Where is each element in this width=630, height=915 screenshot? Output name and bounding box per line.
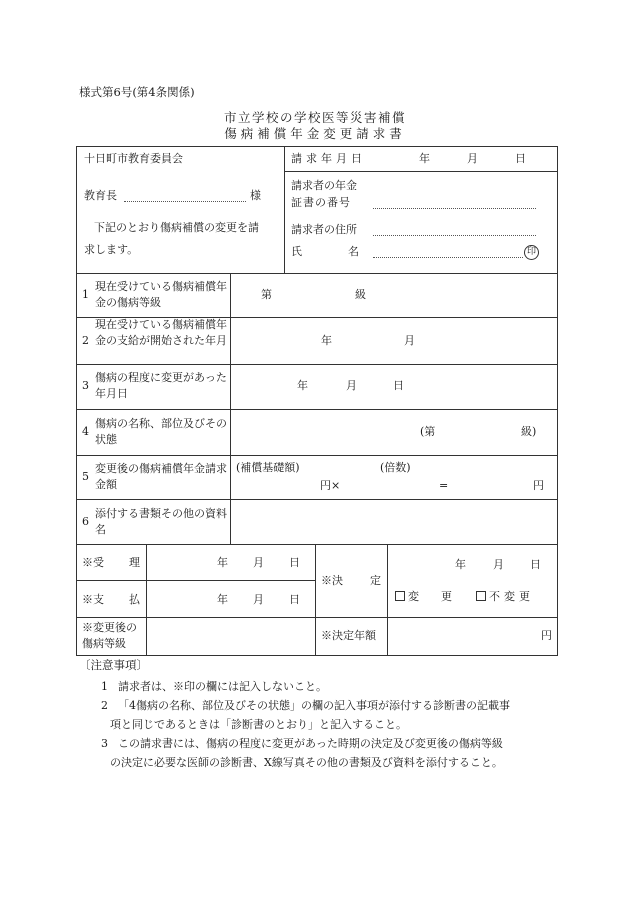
option-change-char-2: 更 — [441, 590, 452, 603]
note-2-text-1: 「4傷病の名称、部位及びその状態」の欄の記入事項が添付する診断書の記載事 — [118, 699, 510, 712]
request-date-year[interactable]: 年 — [419, 152, 430, 165]
office-row-divider — [76, 580, 315, 581]
checkbox-change[interactable] — [395, 591, 405, 601]
base-amount-label: (補償基礎額) — [236, 461, 300, 474]
item-2-month[interactable]: 月 — [404, 334, 415, 347]
item-4-label: 傷病の名称、部位及びその状態 — [95, 417, 227, 446]
decision-char: 定 — [370, 574, 381, 587]
note-2-text-2: 項と同じであるときは「診断書のとおり」と記入すること。 — [110, 718, 407, 731]
item-5-number: 5 — [82, 470, 89, 483]
decision-day[interactable]: 日 — [530, 558, 541, 571]
decision-mark: ※決 — [321, 574, 343, 587]
received-char: 理 — [129, 556, 140, 569]
pension-number-field[interactable] — [373, 208, 536, 209]
office-row-divider — [76, 617, 557, 618]
received-month[interactable]: 月 — [253, 556, 264, 569]
divider — [284, 171, 557, 172]
paid-month[interactable]: 月 — [253, 593, 264, 606]
chief-label: 教育長 — [84, 189, 117, 202]
result-yen: 円 — [533, 479, 544, 492]
item-2-year[interactable]: 年 — [321, 334, 332, 347]
office-divider — [315, 544, 316, 655]
request-date-label: 請求年月日 — [291, 152, 366, 165]
item-2-label: 現在受けている傷病補償年金の支給が開始された年月 — [95, 318, 227, 347]
option-no-change[interactable] — [476, 589, 534, 605]
option-change-label: 変 — [408, 590, 419, 603]
note-2-number: 2 — [101, 699, 108, 712]
row-divider — [76, 455, 557, 456]
chief-name-line[interactable] — [124, 201, 246, 202]
request-text-2: 求します。 — [84, 243, 139, 256]
equals-sign: = — [439, 479, 449, 492]
decision-year[interactable]: 年 — [455, 558, 466, 571]
item-6-label: 添付する書類その他の資料名 — [95, 507, 227, 536]
item-3-number: 3 — [82, 379, 89, 392]
item-3-year[interactable]: 年 — [297, 379, 308, 392]
row-divider — [76, 364, 557, 365]
decided-amount-label: ※決定年額 — [321, 629, 376, 642]
request-date-day[interactable]: 日 — [515, 152, 526, 165]
item-3-day[interactable]: 日 — [393, 379, 404, 392]
paid-char: 払 — [129, 593, 140, 606]
decided-amount-yen: 円 — [541, 629, 552, 642]
pension-number-label-1: 請求者の年金 — [291, 179, 357, 192]
item-6-number: 6 — [82, 515, 89, 528]
row-divider — [76, 273, 557, 274]
notes-heading: 〔注意事項〕 — [79, 658, 148, 672]
honorific: 様 — [250, 189, 261, 202]
seal-mark: 印 — [524, 245, 539, 260]
grade-after-label-1: ※変更後の — [82, 621, 137, 634]
note-3-text-1: この請求書には、傷病の程度に変更があった時期の決定及び変更後の傷病等級 — [118, 737, 503, 750]
item-1-label: 現在受けている傷病補償年金の傷病等級 — [95, 280, 227, 309]
item-1-grade-prefix: 第 — [261, 288, 272, 301]
note-1-text: 請求者は、※印の欄には記入しないこと。 — [118, 680, 327, 693]
request-text-1: 下記のとおり傷病補償の変更を請 — [94, 221, 259, 234]
checkbox-no-change[interactable] — [476, 591, 486, 601]
received-mark: ※受 — [82, 556, 104, 569]
request-date-month[interactable]: 月 — [467, 152, 478, 165]
board-name: 十日町市教育委員会 — [84, 152, 183, 165]
row-divider — [76, 544, 557, 545]
item-5-label: 変更後の傷病補償年金請求金額 — [95, 462, 227, 491]
divider — [284, 146, 285, 273]
note-3-number: 3 — [101, 737, 108, 750]
label-column-divider — [230, 273, 231, 544]
item-3-month[interactable]: 月 — [346, 379, 357, 392]
base-yen-times: 円× — [320, 479, 341, 492]
item-2-number: 2 — [82, 334, 89, 347]
address-label: 請求者の住所 — [291, 223, 357, 236]
decision-month[interactable]: 月 — [493, 558, 504, 571]
received-year[interactable]: 年 — [217, 556, 228, 569]
option-change[interactable] — [395, 589, 419, 605]
option-no-change-label: 不変更 — [489, 590, 534, 603]
name-field[interactable] — [373, 257, 523, 258]
paid-year[interactable]: 年 — [217, 593, 228, 606]
form-title-line1: 市立学校の学校医等災害補償 — [223, 110, 406, 125]
paid-day[interactable]: 日 — [289, 593, 300, 606]
row-divider — [76, 499, 557, 500]
note-1-number: 1 — [101, 680, 108, 693]
item-3-label: 傷病の程度に変更があった年月日 — [95, 371, 227, 400]
form-number: 様式第6号(第4条関係) — [79, 85, 195, 99]
item-4-number: 4 — [82, 425, 89, 438]
row-divider — [76, 409, 557, 410]
item-1-grade-suffix: 級 — [355, 288, 366, 301]
received-day[interactable]: 日 — [289, 556, 300, 569]
office-divider — [146, 617, 147, 655]
item-1-number: 1 — [82, 288, 89, 301]
paid-mark: ※支 — [82, 593, 104, 606]
office-divider — [387, 544, 388, 617]
multiplier-label: (倍数) — [380, 461, 411, 474]
item-4-grade-suffix: 級) — [521, 425, 537, 438]
note-3-text-2: の決定に必要な医師の診断書、X線写真その他の書類及び資料を添付すること。 — [110, 756, 503, 769]
form-title-line2: 傷病補償年金変更請求書 — [224, 126, 406, 141]
address-field[interactable] — [373, 235, 536, 236]
name-label-1: 氏 — [291, 245, 302, 258]
name-label-2: 名 — [348, 245, 359, 258]
grade-after-label-2: 傷病等級 — [82, 637, 126, 650]
office-divider — [387, 617, 388, 655]
item-4-grade-prefix: (第 — [420, 425, 436, 438]
pension-number-label-2: 証書の番号 — [291, 196, 351, 209]
